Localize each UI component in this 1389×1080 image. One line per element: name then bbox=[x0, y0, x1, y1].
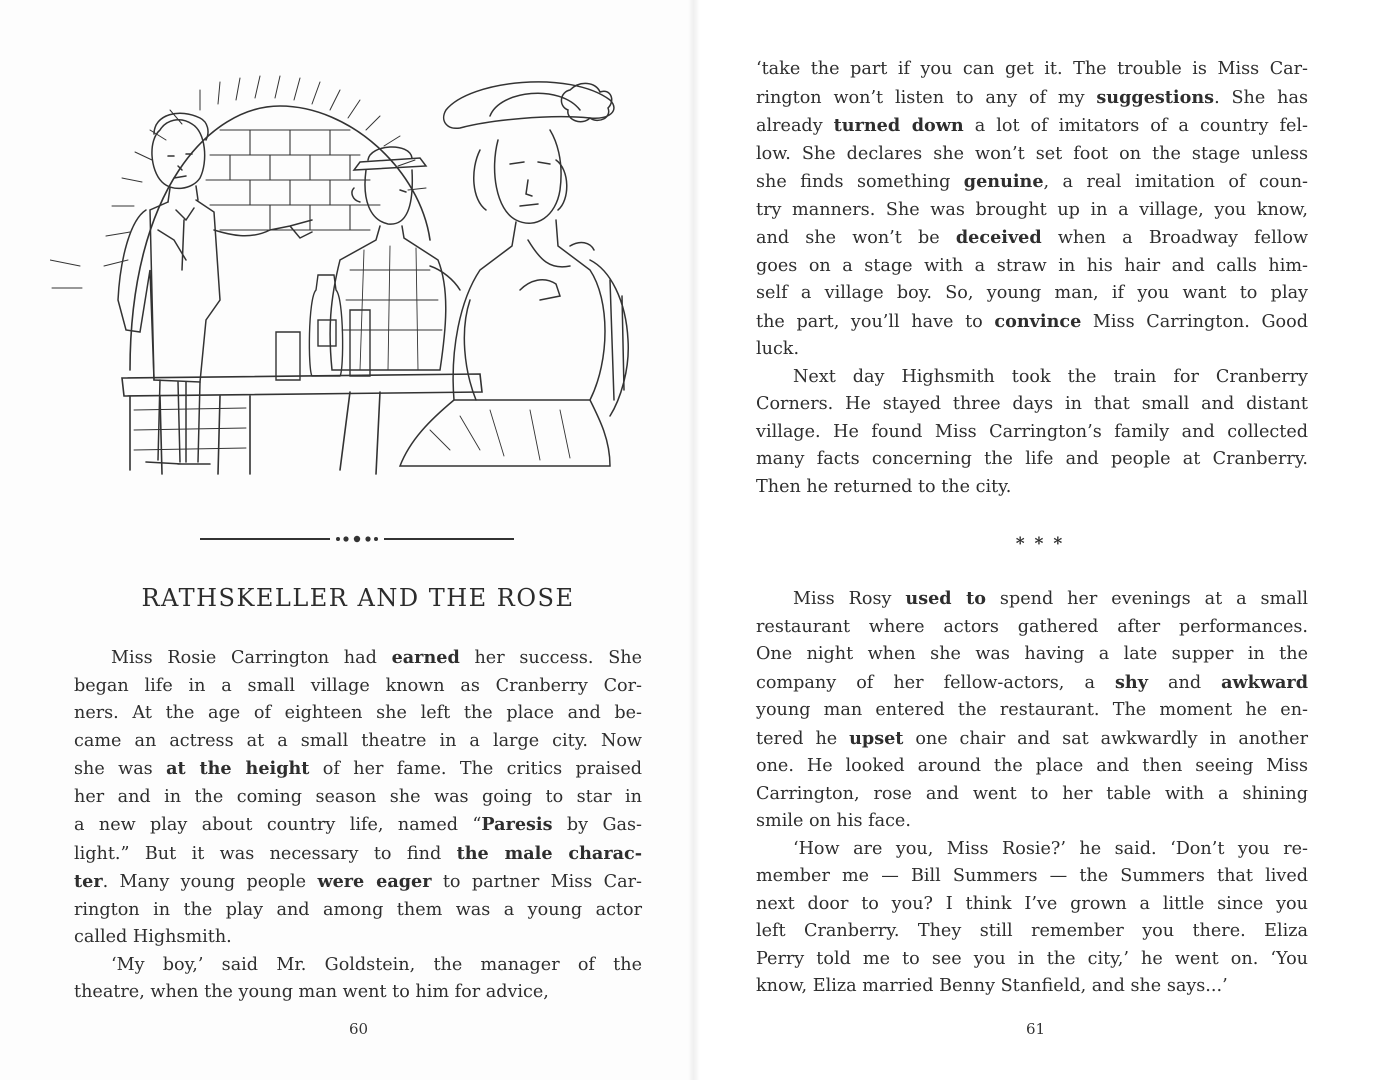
text-line bbox=[756, 614, 1308, 642]
text-line bbox=[74, 952, 642, 980]
text-run: ners. At the age of eighteen she left the place and be- bbox=[74, 703, 642, 723]
text-run: goes on a stage with a straw in his hair and calls him- bbox=[756, 255, 1308, 276]
bold-term: were eager bbox=[317, 871, 432, 892]
text-run: rington in the play and among them was a young actor bbox=[74, 899, 642, 920]
text-run: Then he returned to the city. bbox=[756, 476, 1012, 497]
text-run: by Gas- bbox=[552, 815, 642, 835]
text-line bbox=[756, 725, 1308, 754]
page-number-left: 60 bbox=[349, 1020, 369, 1038]
text-run: Corners. He stayed three days in that small and distant bbox=[756, 394, 1308, 414]
bold-term: Paresis bbox=[481, 814, 553, 835]
paragraph bbox=[756, 56, 1308, 364]
text-line bbox=[756, 446, 1308, 474]
bold-term: ter bbox=[74, 871, 103, 892]
text-line bbox=[756, 419, 1308, 447]
text-run: tered he bbox=[756, 728, 850, 749]
paragraph bbox=[74, 644, 642, 952]
text-run: ‘take the part if you can get it. The trouble is Miss Car- bbox=[756, 59, 1308, 79]
bold-term: awkward bbox=[1221, 671, 1308, 693]
text-run: of her fame. The critics praised bbox=[309, 759, 642, 779]
bold-term: the male charac- bbox=[456, 842, 643, 864]
text-run: her and in the coming season she was going to star in bbox=[74, 786, 642, 807]
text-line bbox=[756, 808, 1308, 836]
text-line bbox=[756, 224, 1308, 253]
left-page bbox=[0, 0, 694, 1080]
text-line bbox=[756, 197, 1308, 225]
text-run: and she won’t be bbox=[756, 228, 956, 248]
text-run: light.” But it was necessary to find bbox=[74, 843, 457, 864]
text-line bbox=[756, 753, 1308, 781]
text-run: . Many young people bbox=[102, 872, 318, 892]
left-page-body-text bbox=[74, 644, 642, 1007]
bold-term: at the height bbox=[166, 758, 310, 779]
bold-term: upset bbox=[849, 727, 904, 749]
text-run: she was bbox=[74, 759, 167, 779]
text-run: to partner Miss Car- bbox=[431, 872, 642, 892]
bold-term: suggestions bbox=[1096, 86, 1215, 108]
text-line bbox=[756, 336, 1308, 364]
text-run: when a Broadway fellow bbox=[1041, 228, 1309, 248]
text-line bbox=[756, 585, 1308, 614]
text-line bbox=[756, 364, 1308, 392]
text-run: left Cranberry. They still remember you there. Eliza bbox=[756, 921, 1308, 941]
text-run: the part, you’ll have to bbox=[756, 311, 995, 332]
text-line bbox=[756, 84, 1308, 113]
text-run: next door to you? I think I’ve grown a little since you bbox=[756, 893, 1308, 914]
text-line bbox=[74, 868, 642, 897]
text-run: Next day Highsmith took the train for Cranberry bbox=[793, 366, 1308, 387]
text-line bbox=[756, 918, 1308, 946]
text-run: village. He found Miss Carrington’s family and collected bbox=[756, 421, 1308, 442]
text-run: came an actress at a small theatre in a large city. Now bbox=[74, 730, 642, 751]
bold-term: deceived bbox=[955, 227, 1042, 248]
text-run: theatre, when the young man went to him for advice, bbox=[74, 982, 549, 1002]
text-line bbox=[74, 644, 642, 673]
text-line bbox=[756, 863, 1308, 891]
text-run: Miss Rosie Carrington had bbox=[111, 648, 392, 668]
text-line bbox=[756, 474, 1308, 502]
text-run: restaurant where actors gathered after performances. bbox=[756, 616, 1308, 637]
text-line bbox=[74, 811, 642, 840]
text-run: try manners. She was brought up in a village, you know, bbox=[756, 199, 1308, 220]
right-page-upper-text bbox=[756, 56, 1308, 501]
text-line bbox=[756, 973, 1308, 1001]
text-line bbox=[756, 669, 1308, 698]
book-gutter bbox=[688, 0, 700, 1080]
text-run: one chair and sat awkwardly in another bbox=[903, 728, 1308, 749]
page-number-right: 61 bbox=[1026, 1020, 1046, 1038]
text-run: member me — Bill Summers — the Summers that lived bbox=[756, 866, 1308, 886]
text-run: ‘My boy,’ said Mr. Goldstein, the manager of the bbox=[111, 954, 642, 975]
text-run: . She has bbox=[1214, 87, 1308, 108]
text-run: Carrington, rose and went to her table with a shining bbox=[756, 783, 1308, 804]
text-line bbox=[756, 697, 1308, 725]
paragraph bbox=[756, 585, 1308, 836]
bold-term: turned down bbox=[833, 115, 964, 136]
text-run: low. She declares she won’t set foot on the stage unless bbox=[756, 143, 1308, 164]
text-line bbox=[756, 280, 1308, 308]
text-line bbox=[756, 641, 1308, 669]
text-run: rington won’t listen to any of my bbox=[756, 87, 1097, 108]
text-run: One night when she was having a late supper in the bbox=[756, 644, 1308, 664]
text-run: and bbox=[1147, 672, 1222, 693]
text-line bbox=[74, 897, 642, 925]
text-line bbox=[74, 755, 642, 784]
section-break: * * * bbox=[1015, 534, 1065, 554]
text-run: many facts concerning the life and people at Cranberry. bbox=[756, 449, 1308, 469]
right-page-lower-text bbox=[756, 585, 1308, 1001]
text-run: called Highsmith. bbox=[74, 927, 232, 947]
text-run: ‘How are you, Miss Rosie?’ he said. ‘Don’t you re- bbox=[793, 838, 1308, 859]
text-run: Miss Rosy bbox=[793, 589, 906, 609]
text-run: a new play about country life, named “ bbox=[74, 815, 482, 835]
text-line bbox=[74, 784, 642, 812]
bold-term: shy bbox=[1115, 671, 1148, 693]
bold-term: genuine bbox=[963, 171, 1044, 192]
text-run: spend her evenings at a small bbox=[985, 589, 1308, 609]
text-line bbox=[756, 141, 1308, 169]
text-line bbox=[74, 979, 642, 1007]
text-line bbox=[756, 253, 1308, 281]
bold-term: used to bbox=[905, 588, 986, 609]
paragraph bbox=[756, 836, 1308, 1001]
text-line bbox=[74, 840, 642, 869]
text-run: a lot of imitators of a country fel- bbox=[963, 116, 1309, 136]
text-line bbox=[756, 891, 1308, 919]
text-run: Miss Carrington. Good bbox=[1081, 311, 1308, 332]
text-run: her success. She bbox=[459, 648, 643, 668]
bold-term: convince bbox=[994, 310, 1082, 332]
ornamental-divider bbox=[200, 532, 514, 546]
text-line bbox=[74, 728, 642, 756]
text-line bbox=[756, 168, 1308, 197]
text-run: luck. bbox=[756, 339, 800, 359]
text-run: one. He looked around the place and then seeing Miss bbox=[756, 756, 1308, 776]
text-run: already bbox=[756, 116, 834, 136]
text-line bbox=[756, 391, 1308, 419]
bold-term: earned bbox=[391, 647, 460, 668]
paragraph bbox=[74, 952, 642, 1007]
text-line bbox=[756, 112, 1308, 141]
text-run: she finds something bbox=[756, 172, 964, 192]
text-line bbox=[756, 836, 1308, 864]
text-run: smile on his face. bbox=[756, 811, 911, 831]
text-run: Perry told me to see you in the city,’ he went on. ‘You bbox=[756, 948, 1308, 969]
chapter-title: RATHSKELLER AND THE ROSE bbox=[141, 584, 575, 612]
text-line bbox=[756, 946, 1308, 974]
text-run: know, Eliza married Benny Stanfield, and she says...’ bbox=[756, 976, 1228, 996]
paragraph bbox=[756, 364, 1308, 502]
text-line bbox=[756, 56, 1308, 84]
text-line bbox=[756, 308, 1308, 337]
text-line bbox=[756, 781, 1308, 809]
text-run: , a real imitation of coun- bbox=[1043, 172, 1308, 192]
text-run: young man entered the restaurant. The moment he en- bbox=[756, 700, 1308, 720]
text-run: self a village boy. So, young man, if you want to play bbox=[756, 283, 1308, 303]
text-run: began life in a small village known as Cranberry Cor- bbox=[74, 675, 642, 696]
text-line bbox=[74, 700, 642, 728]
text-line bbox=[74, 924, 642, 952]
text-run: company of her fellow-actors, a bbox=[756, 672, 1116, 693]
text-line bbox=[74, 673, 642, 701]
tavern-scene-illustration bbox=[50, 70, 640, 480]
